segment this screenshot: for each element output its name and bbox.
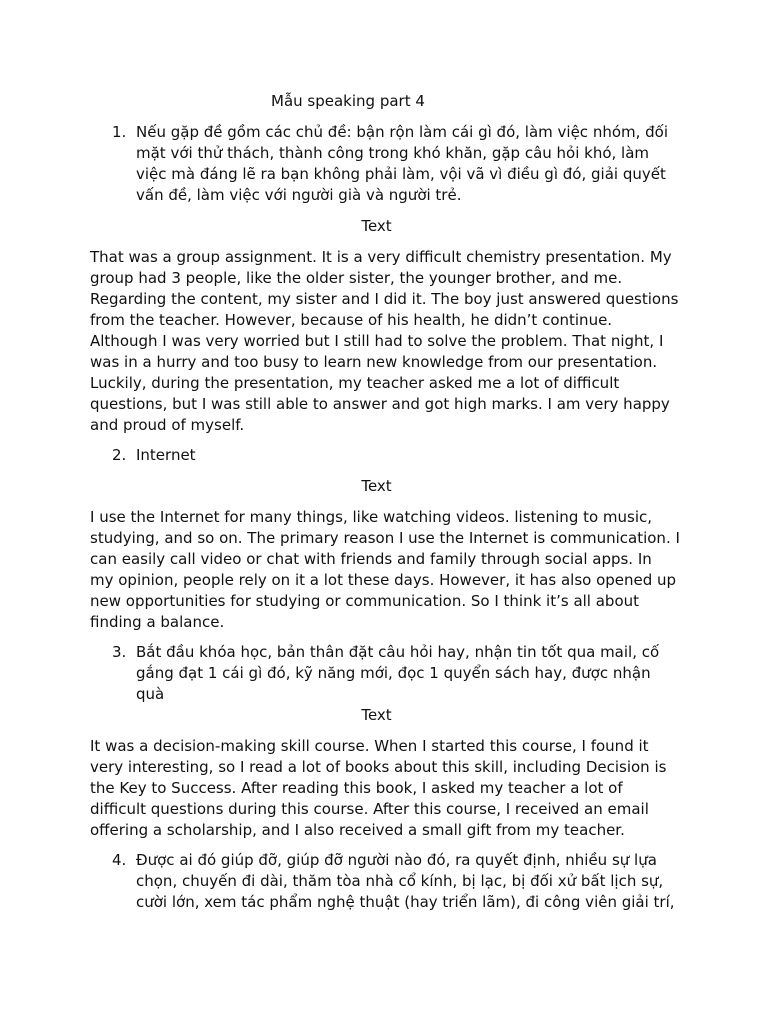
list-item-3 bbox=[112, 642, 676, 705]
answer-paragraph: That was a group assignment. It is a very difficult chemistry presentation. My group had 3 people, like the older sister, the younger brother, and me. Regarding the content, my sister and I did it. The boy just answered questions from the teacher. However, because of his health, he didn’t continue. Although I was very worried but I still had to solve the problem. That night, I was in a hurry and too busy to learn new knowledge from our presentation. Luckily, during the presentation, my teacher asked me a lot of difficult questions, but I was still able to answer and got high marks. I am very happy and proud of myself. bbox=[90, 248, 679, 434]
answer-paragraph: I use the Internet for many things, like watching videos. listening to music, studying, and so on. The primary reason I use the Internet is communication. I can easily call video or chat with friends and family through social apps. In my opinion, people rely on it a lot these days. However, it has also opened up new opportunities for studying or communication. So I think it’s all about finding a balance. bbox=[90, 508, 680, 631]
list-number: 3. bbox=[112, 643, 127, 661]
list-number: 4. bbox=[112, 851, 127, 869]
section-label: Text bbox=[361, 477, 392, 495]
topic-text: Internet bbox=[136, 446, 196, 464]
topic-text: Được ai đó giúp đỡ, giúp đỡ người nào đó, ra quyết định, nhiều sự lựa chọn, chuyến đi dài, thăm tòa nhà cổ kính, bị lạc, bị đối xử bất lịch sự, cười lớn, xem tác phẩm nghệ thuật (hay triển lãm), đi công viên giải trí, bbox=[136, 851, 675, 911]
section-label: Text bbox=[361, 217, 392, 235]
topic-text: Nếu gặp đề gồm các chủ đề: bận rộn làm cái gì đó, làm việc nhóm, đối mặt với thử thách, thành công trong khó khăn, gặp câu hỏi khó, làm việc mà đáng lẽ ra bạn không phải làm, vội vã vì điều gì đó, giải quyết vấn đề, làm việc với người già và người trẻ. bbox=[136, 123, 669, 204]
list-number: 1. bbox=[112, 123, 127, 141]
topic-text: Bắt đầu khóa học, bản thân đặt câu hỏi hay, nhận tin tốt qua mail, cố gắng đạt 1 cái gì đó, kỹ năng mới, đọc 1 quyển sách hay, được nhận quà bbox=[136, 643, 660, 703]
list-item-1 bbox=[112, 122, 676, 206]
list-number: 2. bbox=[112, 446, 127, 464]
answer-paragraph: It was a decision-making skill course. When I started this course, I found it very interesting, so I read a lot of books about this skill, including Decision is the Key to Success. After reading this book, I asked my teacher a lot of difficult questions during this course. After this course, I received an email offering a scholarship, and I also received a small gift from my teacher. bbox=[90, 737, 667, 839]
list-item-4 bbox=[112, 850, 676, 913]
document-title: Mẫu speaking part 4 bbox=[271, 92, 425, 110]
list-item-2 bbox=[112, 445, 676, 466]
section-label: Text bbox=[361, 706, 392, 724]
